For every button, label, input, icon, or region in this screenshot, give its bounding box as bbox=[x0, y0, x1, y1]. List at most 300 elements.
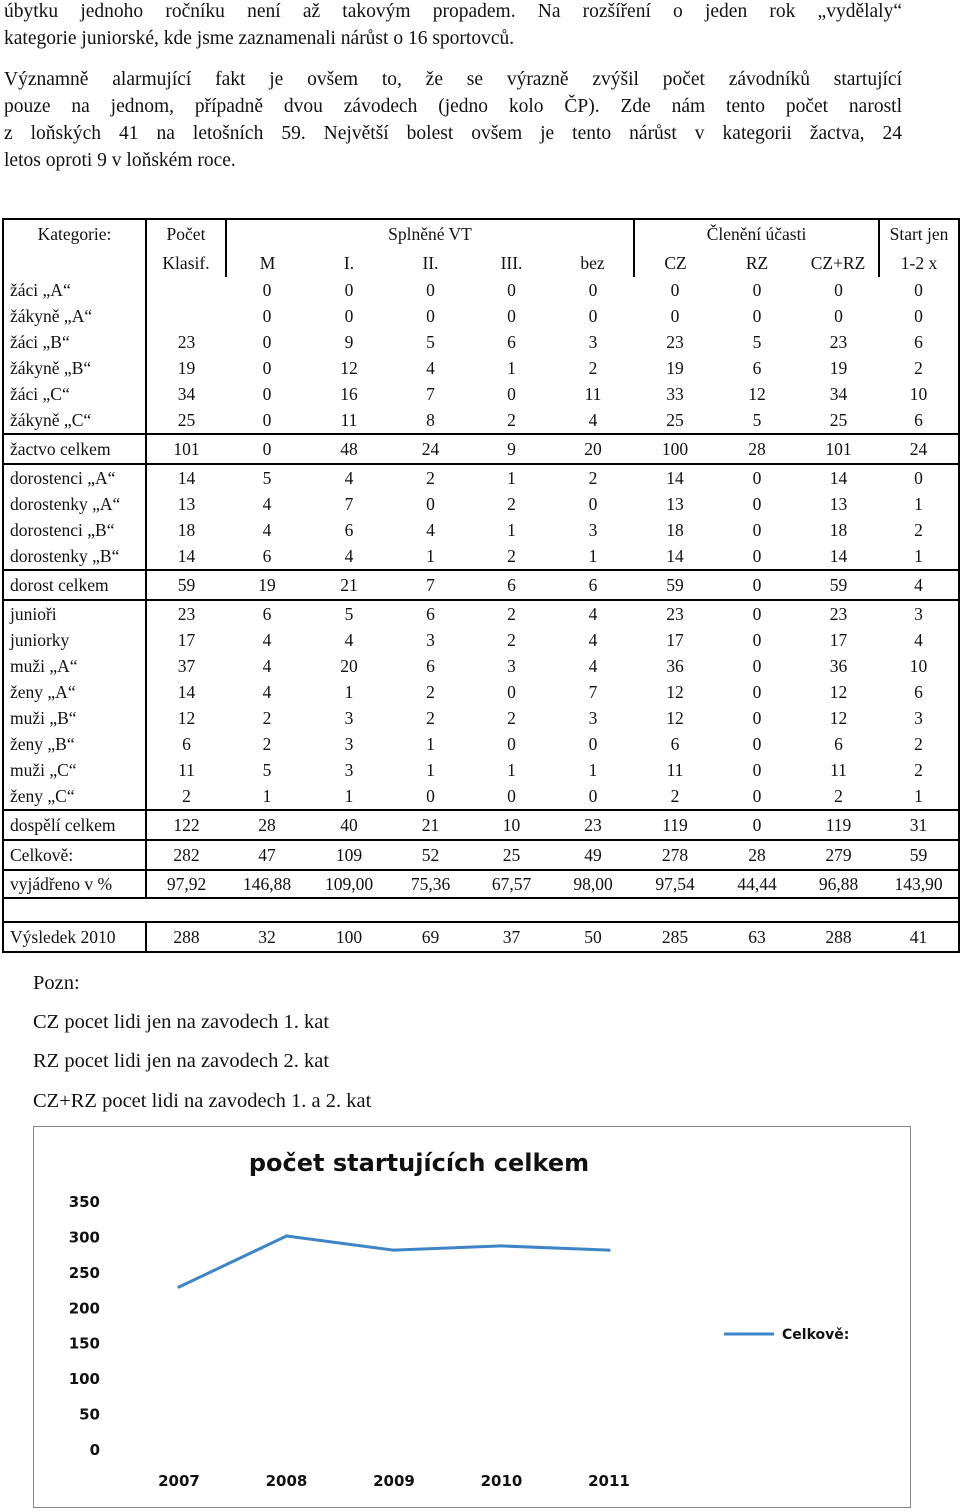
table-cell: 17 bbox=[829, 629, 848, 650]
row-label: dorost celkem bbox=[3, 570, 146, 600]
row-label: vyjádřeno v % bbox=[3, 870, 146, 898]
table-cell: 0 bbox=[752, 603, 762, 624]
table-cell: 9 bbox=[344, 331, 354, 352]
table-cell: 4 bbox=[262, 655, 272, 676]
table-cell: 1 bbox=[262, 785, 272, 806]
table-cell: 33 bbox=[666, 383, 684, 404]
table-row bbox=[3, 491, 959, 517]
table-cell: 4 bbox=[879, 627, 959, 653]
table-cell: 14 bbox=[829, 467, 848, 488]
y-tick-label: 200 bbox=[68, 1299, 100, 1318]
table-cell: 97,92 bbox=[146, 870, 226, 898]
table-cell: 0 bbox=[426, 279, 435, 300]
column-header: CZ+RZ bbox=[810, 252, 866, 273]
table-cell: 119 bbox=[634, 810, 716, 840]
x-tick-label: 2007 bbox=[158, 1472, 200, 1490]
table-cell: 36 bbox=[666, 655, 684, 676]
table-cell: 69 bbox=[390, 922, 471, 952]
table-cell: 5 bbox=[262, 467, 272, 488]
table-cell: 122 bbox=[146, 810, 226, 840]
table-cell: 0 bbox=[834, 305, 843, 326]
table-cell: 23 bbox=[829, 603, 848, 624]
table-cell: 0 bbox=[752, 305, 762, 326]
table-cell: 23 bbox=[829, 331, 848, 352]
table-cell: 6 bbox=[834, 733, 843, 754]
table-cell: 3 bbox=[344, 759, 354, 780]
table-cell: 0 bbox=[752, 655, 762, 676]
table-cell: 4 bbox=[262, 519, 272, 540]
header-cleneni-ucasti: Členění účasti bbox=[634, 219, 879, 249]
table-cell: 2 bbox=[507, 707, 516, 728]
table-cell: 63 bbox=[716, 922, 798, 952]
table-cell: 4 bbox=[426, 357, 435, 378]
table-cell: 285 bbox=[634, 922, 716, 952]
column-header bbox=[3, 249, 146, 277]
table-cell: 2 bbox=[507, 545, 516, 566]
intro-paragraph-2 bbox=[4, 66, 902, 174]
row-label: žactvo celkem bbox=[3, 434, 146, 464]
table-cell: 47 bbox=[226, 840, 308, 870]
table-cell: 4 bbox=[588, 629, 598, 650]
paragraph-line: úbytku jednoho ročníku není až takovým propadem. Na rozšíření o jeden rok „vydělaly“ bbox=[4, 1, 902, 22]
table-cell: 1 bbox=[879, 783, 959, 810]
table-cell: 6 bbox=[262, 545, 272, 566]
table-cell: 13 bbox=[829, 493, 848, 514]
table-cell: 59 bbox=[798, 570, 879, 600]
table-cell: 0 bbox=[507, 279, 516, 300]
table-cell: 3 bbox=[344, 707, 354, 728]
table-cell: 0 bbox=[588, 733, 598, 754]
table-cell: 23 bbox=[146, 600, 226, 627]
table-cell: 6 bbox=[146, 731, 226, 757]
table-cell: 17 bbox=[666, 629, 684, 650]
x-tick-label: 2009 bbox=[373, 1472, 415, 1490]
y-tick-label: 350 bbox=[68, 1193, 100, 1211]
table-cell: 6 bbox=[552, 570, 634, 600]
table-cell: 10 bbox=[879, 653, 959, 679]
table-cell: 40 bbox=[308, 810, 390, 840]
table-row bbox=[3, 627, 959, 653]
row-label: ženy „A“ bbox=[3, 679, 146, 705]
table-cell: 10 bbox=[879, 381, 959, 407]
table-cell: 4 bbox=[879, 570, 959, 600]
table-cell: 5 bbox=[752, 409, 762, 430]
table-cell: 5 bbox=[752, 331, 762, 352]
note-title: Pozn: bbox=[33, 972, 80, 994]
y-tick-label: 0 bbox=[89, 1441, 100, 1459]
table-row bbox=[3, 407, 959, 434]
header-pocet: Počet bbox=[146, 219, 226, 249]
table-cell: 3 bbox=[507, 655, 516, 676]
table-cell: 28 bbox=[226, 810, 308, 840]
table-cell: 2 bbox=[879, 355, 959, 381]
row-label: žákyně „C“ bbox=[3, 407, 146, 434]
table-cell: 4 bbox=[344, 545, 354, 566]
table-cell: 37 bbox=[146, 653, 226, 679]
table-cell: 44,44 bbox=[737, 873, 777, 894]
table-cell: 75,36 bbox=[410, 873, 451, 894]
table-cell: 12 bbox=[340, 357, 358, 378]
row-label: junioři bbox=[3, 600, 146, 627]
row-label: muži „B“ bbox=[3, 705, 146, 731]
y-tick-label: 50 bbox=[79, 1405, 100, 1424]
column-header: bez bbox=[580, 252, 605, 273]
table-cell: 4 bbox=[262, 629, 272, 650]
table-row bbox=[3, 600, 959, 627]
table-cell: 14 bbox=[146, 543, 226, 570]
table-cell: 5 bbox=[262, 759, 272, 780]
table-cell: 7 bbox=[588, 681, 598, 702]
table-cell: 14 bbox=[829, 545, 848, 566]
table-cell: 4 bbox=[588, 603, 598, 624]
table-cell: 6 bbox=[507, 331, 516, 352]
y-tick-label: 300 bbox=[68, 1228, 100, 1247]
line-chart bbox=[33, 1126, 911, 1508]
table-cell: 28 bbox=[716, 434, 798, 464]
table-cell: 1 bbox=[507, 759, 516, 780]
table-cell: 14 bbox=[666, 545, 684, 566]
paragraph-line: pouze na jednom, případně dvou závodech (jedno kolo ČP). Zde nám tento počet narostl bbox=[4, 96, 902, 117]
table-cell: 25 bbox=[829, 409, 848, 430]
table-cell: 0 bbox=[588, 785, 598, 806]
row-label: dorostenci „A“ bbox=[3, 464, 146, 491]
subtotal-row bbox=[3, 434, 959, 464]
table-row bbox=[3, 355, 959, 381]
table-cell: 36 bbox=[829, 655, 848, 676]
table-cell: 2 bbox=[507, 493, 516, 514]
table-cell: 5 bbox=[344, 603, 354, 624]
table-cell: 97,54 bbox=[655, 873, 695, 894]
table-cell: 0 bbox=[834, 279, 843, 300]
table-cell: 31 bbox=[879, 810, 959, 840]
table-cell: 4 bbox=[262, 681, 272, 702]
table-cell: 7 bbox=[390, 570, 471, 600]
table-cell: 14 bbox=[666, 467, 684, 488]
table-cell: 12 bbox=[666, 707, 684, 728]
table-cell: 24 bbox=[390, 434, 471, 464]
table-cell: 28 bbox=[716, 840, 798, 870]
table-cell: 11 bbox=[584, 383, 602, 404]
table-cell: 2 bbox=[426, 681, 435, 702]
table-cell: 279 bbox=[798, 840, 879, 870]
table-cell: 1 bbox=[426, 759, 435, 780]
table-cell: 0 bbox=[262, 331, 272, 352]
table-cell: 16 bbox=[340, 383, 358, 404]
table-cell: 3 bbox=[588, 331, 598, 352]
table-cell: 0 bbox=[262, 279, 272, 300]
y-tick-label: 100 bbox=[68, 1370, 100, 1389]
note-cz: CZ pocet lidi jen na zavodech 1. kat bbox=[33, 1011, 330, 1033]
table-cell: 2 bbox=[426, 467, 435, 488]
table-row bbox=[3, 303, 959, 329]
table-cell: 67,57 bbox=[491, 873, 532, 894]
table-row bbox=[3, 517, 959, 543]
data-point bbox=[392, 1249, 395, 1252]
table-cell: 146,88 bbox=[242, 873, 292, 894]
table-header-row bbox=[3, 219, 959, 249]
table-cell: 6 bbox=[670, 733, 680, 754]
paragraph-line: letos oproti 9 v loňském roce. bbox=[4, 150, 236, 171]
table-cell bbox=[146, 277, 226, 303]
table-cell: 49 bbox=[552, 840, 634, 870]
row-label: Výsledek 2010 bbox=[3, 922, 146, 952]
header-splnene-vt: Splněné VT bbox=[226, 219, 634, 249]
table-cell: 0 bbox=[226, 434, 308, 464]
x-tick-label: 2011 bbox=[588, 1472, 630, 1490]
table-cell: 1 bbox=[879, 491, 959, 517]
x-tick-label: 2010 bbox=[480, 1472, 523, 1490]
table-cell: 0 bbox=[752, 545, 762, 566]
table-cell: 13 bbox=[666, 493, 684, 514]
table-cell: 0 bbox=[716, 570, 798, 600]
table-cell: 0 bbox=[752, 707, 762, 728]
table-cell: 5 bbox=[426, 331, 435, 352]
data-point bbox=[285, 1234, 288, 1237]
table-cell: 3 bbox=[879, 600, 959, 627]
spacer-row bbox=[3, 898, 959, 922]
table-cell: 48 bbox=[308, 434, 390, 464]
table-cell: 0 bbox=[588, 493, 598, 514]
y-tick-label: 250 bbox=[68, 1263, 100, 1282]
series-line bbox=[179, 1236, 609, 1287]
table-cell: 4 bbox=[262, 493, 272, 514]
paragraph-line: z loňských 41 na letošních 59. Největší bolest ovšem je tento nárůst v kategorii žactva, 24 bbox=[4, 123, 902, 144]
table-cell: 2 bbox=[879, 517, 959, 543]
header-start-jen: Start jen bbox=[879, 219, 959, 249]
column-header: Klasif. bbox=[146, 249, 226, 277]
table-cell: 1 bbox=[879, 543, 959, 570]
row-label: žáci „B“ bbox=[3, 329, 146, 355]
table-cell: 2 bbox=[507, 409, 516, 430]
participation-table bbox=[2, 218, 960, 953]
table-cell: 0 bbox=[752, 733, 762, 754]
table-cell: 2 bbox=[146, 783, 226, 810]
header-kategorie: Kategorie: bbox=[3, 219, 146, 249]
table-cell: 0 bbox=[670, 305, 680, 326]
table-cell: 0 bbox=[752, 519, 762, 540]
table-cell: 3 bbox=[344, 733, 354, 754]
column-header: II. bbox=[422, 252, 439, 273]
table-cell: 12 bbox=[829, 681, 848, 702]
row-label: dorostenky „A“ bbox=[3, 491, 146, 517]
table-cell: 18 bbox=[146, 517, 226, 543]
table-cell: 4 bbox=[344, 467, 354, 488]
table-cell: 19 bbox=[666, 357, 684, 378]
row-label: žákyně „A“ bbox=[3, 303, 146, 329]
table-cell: 119 bbox=[798, 810, 879, 840]
table-cell: 1 bbox=[588, 545, 598, 566]
table-cell: 0 bbox=[507, 681, 516, 702]
table-cell: 6 bbox=[879, 329, 959, 355]
table-cell: 2 bbox=[879, 757, 959, 783]
legend-label: Celkově: bbox=[782, 1327, 850, 1343]
note-rz: RZ pocet lidi jen na zavodech 2. kat bbox=[33, 1050, 330, 1072]
table-row bbox=[3, 731, 959, 757]
table-cell: 0 bbox=[507, 785, 516, 806]
row-label: ženy „B“ bbox=[3, 731, 146, 757]
table-cell: 59 bbox=[879, 840, 959, 870]
table-cell: 0 bbox=[716, 810, 798, 840]
table-cell: 14 bbox=[146, 679, 226, 705]
table-cell: 0 bbox=[752, 681, 762, 702]
table-cell: 4 bbox=[344, 629, 354, 650]
table-cell: 0 bbox=[262, 357, 272, 378]
table-cell: 7 bbox=[426, 383, 435, 404]
x-tick-label: 2008 bbox=[265, 1472, 308, 1490]
table-cell: 8 bbox=[426, 409, 435, 430]
row-label: Celkově: bbox=[3, 840, 146, 870]
table-cell: 2 bbox=[507, 603, 516, 624]
table-cell: 23 bbox=[666, 603, 684, 624]
table-cell: 0 bbox=[752, 493, 762, 514]
table-cell: 1 bbox=[507, 519, 516, 540]
table-header-row bbox=[3, 249, 959, 277]
table-cell: 59 bbox=[634, 570, 716, 600]
y-tick-label: 150 bbox=[68, 1334, 100, 1353]
column-header: 1-2 x bbox=[879, 249, 959, 277]
row-label: ženy „C“ bbox=[3, 783, 146, 810]
table-cell: 96,88 bbox=[818, 873, 859, 894]
table-cell: 282 bbox=[146, 840, 226, 870]
row-label: žáci „C“ bbox=[3, 381, 146, 407]
table-cell: 11 bbox=[146, 757, 226, 783]
chart-title: počet startujících celkem bbox=[248, 1149, 590, 1177]
table-cell: 6 bbox=[879, 407, 959, 434]
table-cell: 23 bbox=[666, 331, 684, 352]
table-cell: 6 bbox=[262, 603, 272, 624]
table-cell: 41 bbox=[879, 922, 959, 952]
table-cell: 3 bbox=[588, 707, 598, 728]
table-cell: 10 bbox=[471, 810, 552, 840]
table-cell: 2 bbox=[262, 733, 272, 754]
table-row bbox=[3, 705, 959, 731]
table-cell: 98,00 bbox=[573, 873, 613, 894]
table-row bbox=[3, 679, 959, 705]
table-row bbox=[3, 464, 959, 491]
row-label: juniorky bbox=[3, 627, 146, 653]
table-cell: 0 bbox=[670, 279, 680, 300]
table-cell: 143,90 bbox=[879, 870, 959, 898]
table-cell: 0 bbox=[262, 305, 272, 326]
table-cell: 11 bbox=[666, 759, 684, 780]
table-cell: 6 bbox=[344, 519, 354, 540]
table-cell: 6 bbox=[879, 679, 959, 705]
table-cell: 2 bbox=[426, 707, 435, 728]
table-cell: 34 bbox=[829, 383, 848, 404]
table-cell: 11 bbox=[830, 759, 847, 780]
table-cell: 17 bbox=[146, 627, 226, 653]
table-cell: 101 bbox=[798, 434, 879, 464]
table-cell: 3 bbox=[588, 519, 598, 540]
table-cell: 0 bbox=[588, 305, 598, 326]
table-cell: 0 bbox=[752, 279, 762, 300]
table-cell: 0 bbox=[879, 464, 959, 491]
table-cell: 32 bbox=[226, 922, 308, 952]
note-czrz: CZ+RZ pocet lidi na zavodech 1. a 2. kat bbox=[33, 1090, 372, 1112]
intro-paragraph-1 bbox=[4, 0, 902, 52]
table-cell: 19 bbox=[146, 355, 226, 381]
percent-row bbox=[3, 870, 959, 898]
table-cell: 9 bbox=[471, 434, 552, 464]
table-cell: 0 bbox=[752, 759, 762, 780]
table-cell: 6 bbox=[752, 357, 762, 378]
table-cell: 0 bbox=[426, 305, 435, 326]
row-label: dorostenci „B“ bbox=[3, 517, 146, 543]
table-cell: 2 bbox=[262, 707, 272, 728]
table-cell: 2 bbox=[588, 357, 598, 378]
table-row bbox=[3, 543, 959, 570]
table-cell: 25 bbox=[666, 409, 684, 430]
table-cell: 0 bbox=[507, 305, 516, 326]
table-cell: 288 bbox=[798, 922, 879, 952]
table-cell: 109 bbox=[308, 840, 390, 870]
column-header: III. bbox=[500, 252, 523, 273]
row-label: dospělí celkem bbox=[3, 810, 146, 840]
table-cell: 0 bbox=[752, 629, 762, 650]
result-2010-row bbox=[3, 922, 959, 952]
spacer-cell bbox=[3, 898, 959, 922]
table-cell: 12 bbox=[748, 383, 766, 404]
table-cell: 1 bbox=[507, 467, 516, 488]
table-cell: 6 bbox=[426, 655, 435, 676]
table-cell: 0 bbox=[426, 785, 435, 806]
table-cell: 1 bbox=[507, 357, 516, 378]
table-cell: 109,00 bbox=[324, 873, 374, 894]
table-cell: 0 bbox=[344, 305, 354, 326]
column-header: M bbox=[226, 249, 308, 277]
table-cell: 11 bbox=[340, 409, 358, 430]
table-cell: 19 bbox=[226, 570, 308, 600]
data-point bbox=[607, 1249, 610, 1252]
table-cell: 2 bbox=[507, 629, 516, 650]
table-cell: 12 bbox=[666, 681, 684, 702]
column-header: CZ bbox=[634, 249, 716, 277]
subtotal-row bbox=[3, 810, 959, 840]
data-point bbox=[500, 1244, 503, 1247]
table-cell: 3 bbox=[879, 705, 959, 731]
table-cell: 12 bbox=[146, 705, 226, 731]
table-cell: 288 bbox=[146, 922, 226, 952]
table-cell: 278 bbox=[634, 840, 716, 870]
table-cell: 0 bbox=[262, 383, 272, 404]
table-cell: 34 bbox=[146, 381, 226, 407]
table-cell: 21 bbox=[390, 810, 471, 840]
table-row bbox=[3, 381, 959, 407]
table-cell: 37 bbox=[471, 922, 552, 952]
row-label: žákyně „B“ bbox=[3, 355, 146, 381]
table-cell: 20 bbox=[552, 434, 634, 464]
table-cell: 1 bbox=[588, 759, 598, 780]
table-cell: 25 bbox=[471, 840, 552, 870]
table-cell: 59 bbox=[146, 570, 226, 600]
column-header: I. bbox=[343, 252, 355, 273]
table-cell: 14 bbox=[146, 464, 226, 491]
table-cell: 50 bbox=[552, 922, 634, 952]
total-row bbox=[3, 840, 959, 870]
table-cell: 19 bbox=[829, 357, 848, 378]
table-cell: 18 bbox=[829, 519, 848, 540]
table-cell: 6 bbox=[426, 603, 435, 624]
table-cell: 0 bbox=[752, 785, 762, 806]
data-point bbox=[177, 1285, 180, 1288]
table-cell: 1 bbox=[426, 733, 435, 754]
table-cell: 0 bbox=[588, 279, 598, 300]
row-label: muži „C“ bbox=[3, 757, 146, 783]
table-cell: 1 bbox=[344, 785, 354, 806]
column-header: RZ bbox=[745, 252, 769, 273]
table-cell: 52 bbox=[390, 840, 471, 870]
table-cell: 1 bbox=[344, 681, 354, 702]
